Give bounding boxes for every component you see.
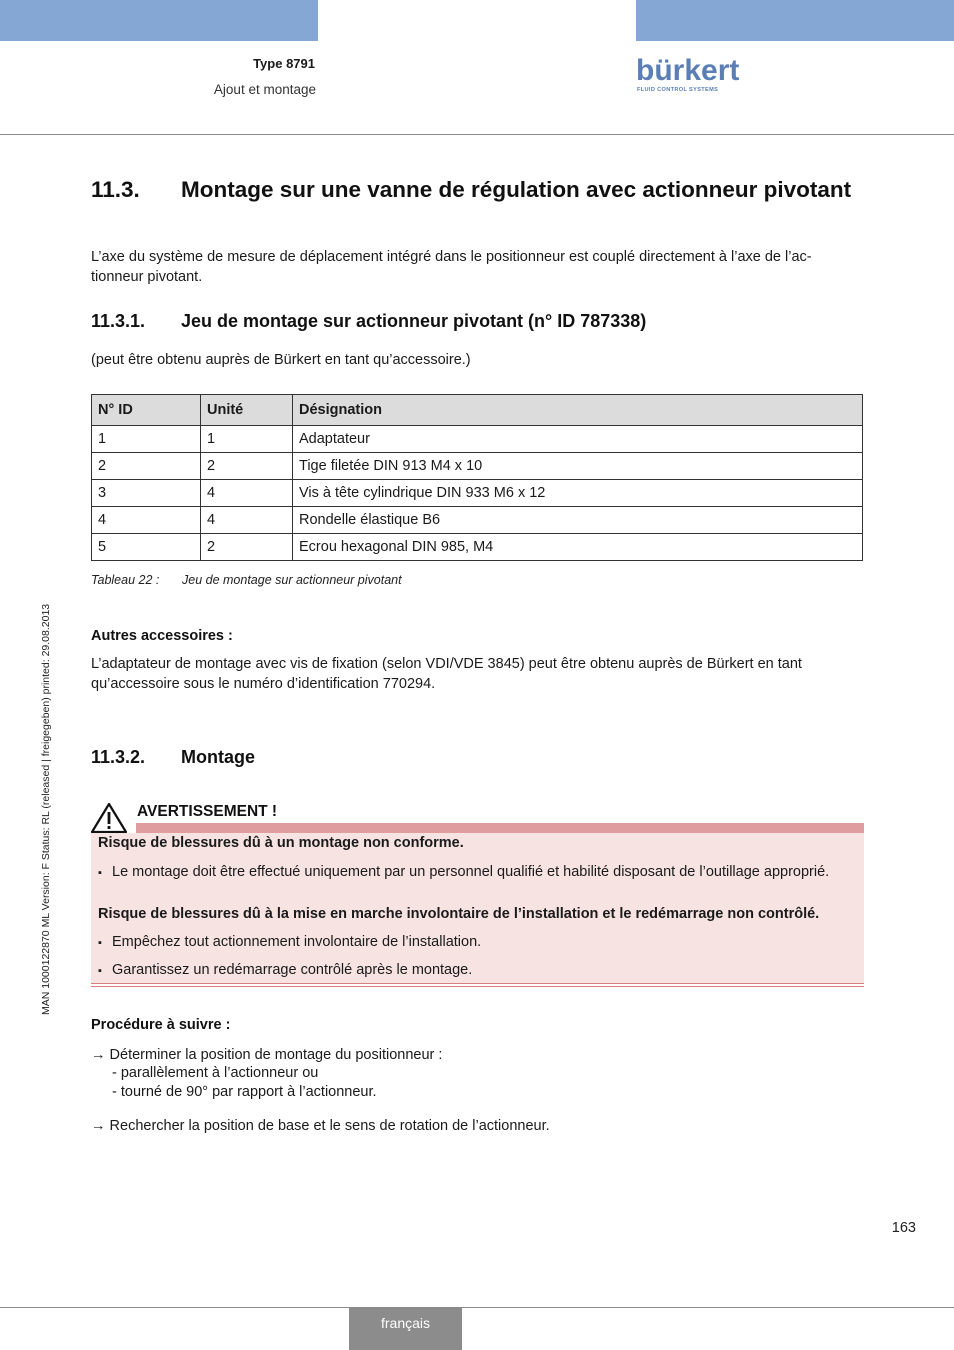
table-header-designation: Désignation <box>293 395 863 426</box>
table-cell: 4 <box>92 507 201 534</box>
warning-risk2: Risque de blessures dû à la mise en marche involontaire de l’installation et le redémarrage non contrôlé. <box>98 906 820 922</box>
table-cell: 5 <box>92 534 201 561</box>
warning-risk2-item2-text: Garantissez un redémarrage contrôlé après le montage. <box>112 962 473 978</box>
section-intro: L’axe du système de mesure de déplacement intégré dans le positionneur est couplé directement à l’axe de l’ac-tionneur pivotant. <box>91 249 812 285</box>
table-row <box>92 507 863 534</box>
table-cell: 2 <box>201 534 293 561</box>
document-id-sidebar: MAN 1000122870 ML Version: F Status: RL (released | freigegeben) printed: 29.08.2013 <box>40 603 52 1015</box>
bullet-icon: ▪ <box>98 867 102 879</box>
warning-risk2-item <box>98 934 481 950</box>
table-cell: Tige filetée DIN 913 M4 x 10 <box>293 453 863 480</box>
logo-tagline: FLUID CONTROL SYSTEMS <box>637 87 719 93</box>
procedure-step-1-option-2: - tourné de 90° par rapport à l’actionneur. <box>112 1084 377 1100</box>
table-cell: 2 <box>201 453 293 480</box>
section-number: 11.3. <box>91 177 140 202</box>
accessories-label: Autres accessoires : <box>91 628 233 644</box>
procedure-step-1 <box>91 1046 442 1065</box>
procedure-step-2 <box>91 1117 550 1136</box>
burkert-logo <box>636 54 740 96</box>
table-row <box>92 453 863 480</box>
header-type-label: Type 8791 <box>253 56 315 71</box>
table-header-unit: Unité <box>201 395 293 426</box>
subsection1-number: 11.3.1. <box>91 311 146 331</box>
subsection2-number: 11.3.2. <box>91 747 146 767</box>
header-bar-left <box>0 0 318 41</box>
language-tab: français <box>349 1308 462 1350</box>
table-cell: 4 <box>201 480 293 507</box>
table-cell: 4 <box>201 507 293 534</box>
warning-header-bar <box>136 823 864 833</box>
bullet-icon: ▪ <box>98 965 102 977</box>
table-caption-label: Tableau 22 : <box>91 573 160 587</box>
table-caption-text: Jeu de montage sur actionneur pivotant <box>182 573 402 587</box>
header-divider <box>0 134 954 135</box>
procedure-step-1-text: Déterminer la position de montage du positionneur : <box>109 1047 443 1063</box>
table-cell: 1 <box>92 426 201 453</box>
table-header-row <box>92 395 863 426</box>
warning-title: AVERTISSEMENT ! <box>137 803 278 820</box>
table-caption <box>91 573 402 587</box>
accessories-text: L’adaptateur de montage avec vis de fixation (selon VDI/VDE 3845) peut être obtenu auprès de Bürkert en tant qu’accessoire sous le numéro d’identification 770294. <box>91 656 802 692</box>
subsection2-title: Montage <box>181 747 255 767</box>
warning-risk1: Risque de blessures dû à un montage non conforme. <box>98 835 464 851</box>
header-subtitle: Ajout et montage <box>213 82 316 97</box>
table-cell: Rondelle élastique B6 <box>293 507 863 534</box>
warning-bottom-rule-2 <box>91 986 864 987</box>
table-cell: 1 <box>201 426 293 453</box>
warning-risk1-item-text: Le montage doit être effectué uniquement par un personnel qualifié et habilité disposant de l’outillage approprié. <box>112 864 830 880</box>
table-row <box>92 534 863 561</box>
footer-divider <box>0 1307 954 1308</box>
table-cell: Ecrou hexagonal DIN 985, M4 <box>293 534 863 561</box>
subsection1-note: (peut être obtenu auprès de Bürkert en tant qu’accessoire.) <box>91 352 471 368</box>
table-cell: 3 <box>92 480 201 507</box>
arrow-icon: → <box>91 1118 106 1134</box>
procedure-label: Procédure à suivre : <box>91 1017 231 1033</box>
header-bar-right <box>636 0 954 41</box>
table-cell: Vis à tête cylindrique DIN 933 M6 x 12 <box>293 480 863 507</box>
warning-bottom-rule <box>91 983 864 984</box>
procedure-step-2-text: Rechercher la position de base et le sens de rotation de l’actionneur. <box>109 1118 550 1134</box>
mounting-kit-table <box>91 394 863 561</box>
procedure-step-1-option-1: - parallèlement à l’actionneur ou <box>112 1065 319 1081</box>
page-number: 163 <box>891 1220 916 1236</box>
warning-risk2-item <box>98 962 472 978</box>
table-row <box>92 480 863 507</box>
arrow-icon: → <box>91 1047 106 1063</box>
subsection1-title: Jeu de montage sur actionneur pivotant (n° ID 787338) <box>181 311 647 331</box>
warning-risk2-item1-text: Empêchez tout actionnement involontaire de l’installation. <box>112 934 482 950</box>
table-row <box>92 426 863 453</box>
bullet-icon: ▪ <box>98 937 102 949</box>
table-header-id: N° ID <box>92 395 201 426</box>
table-cell: 2 <box>92 453 201 480</box>
warning-triangle-icon <box>90 802 128 834</box>
warning-risk1-item <box>98 864 829 880</box>
section-title: Montage sur une vanne de régulation avec actionneur pivotant <box>181 177 852 202</box>
table-cell: Adaptateur <box>293 426 863 453</box>
logo-wordmark: bürkert <box>636 54 740 87</box>
